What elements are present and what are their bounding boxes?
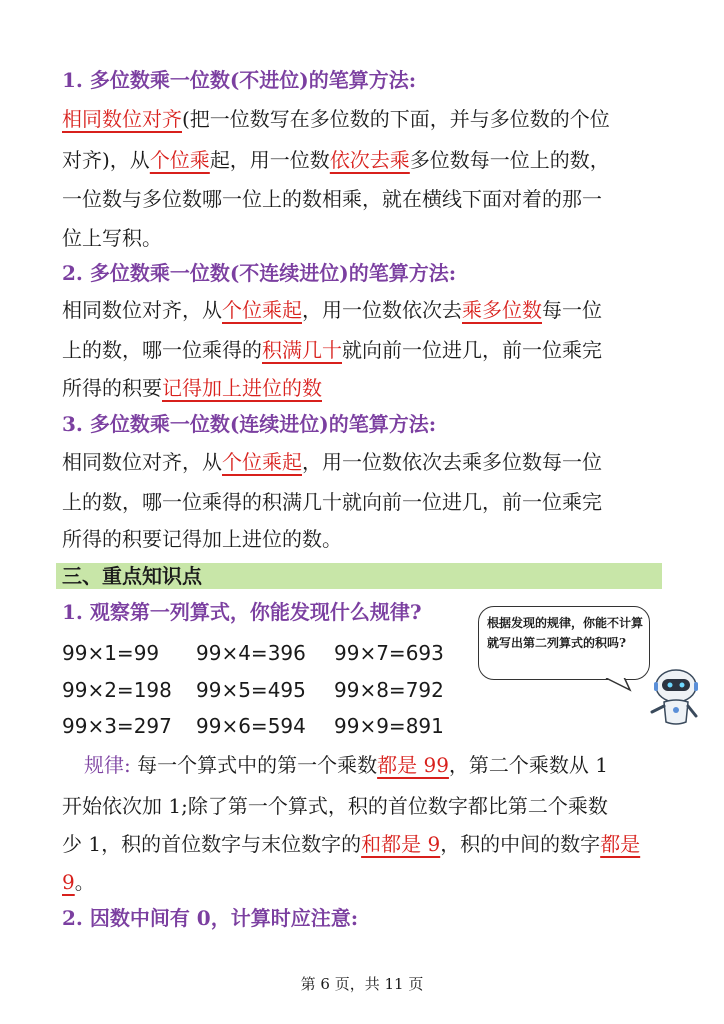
emphasis: 都是 — [600, 832, 641, 856]
text: 起，用一位数 — [209, 148, 330, 172]
section-header: 三、重点知识点 — [62, 564, 202, 588]
equation: 99×3=297 — [62, 714, 172, 738]
emphasis: 乘多位数 — [462, 298, 542, 322]
emphasis: 相同数位对齐 — [62, 107, 182, 131]
text: ，用一位数依次去乘多位数每一位 — [302, 450, 602, 474]
bubble-tail — [600, 670, 640, 694]
rule-line3 — [62, 830, 640, 858]
text: 就向前一位进几，前一位乘完 — [342, 338, 602, 362]
emphasis: 个位乘起 — [222, 298, 302, 322]
text: 对齐)，从 — [62, 148, 150, 172]
equation: 99×1=99 — [62, 641, 160, 665]
text: ，第二个乘数从 1 — [448, 753, 609, 777]
rule-line4 — [62, 868, 95, 896]
text: 多位数每一位上的数， — [409, 148, 610, 172]
section2-line3 — [62, 374, 322, 402]
section3-line1 — [62, 448, 602, 476]
equation: 99×4=396 — [196, 641, 306, 665]
rule-label: 规律: — [84, 753, 131, 777]
text: 少 1，积的首位数字与末位数字的 — [62, 832, 362, 856]
text: 所得的积要 — [62, 376, 162, 400]
text: 相同数位对齐，从 — [62, 450, 222, 474]
text: 。 — [74, 870, 95, 894]
text: 上的数，哪一位乘得的 — [62, 338, 262, 362]
emphasis: 个位乘起 — [222, 450, 302, 474]
section2-title: 2. 多位数乘一位数(不连续进位)的笔算方法: — [62, 261, 457, 285]
text: 每一个算式中的第一个乘数 — [137, 753, 378, 777]
emphasis: 9 — [62, 870, 75, 894]
equation: 99×5=495 — [196, 678, 306, 702]
text: 相同数位对齐，从 — [62, 298, 222, 322]
emphasis: 个位乘 — [149, 148, 210, 172]
emphasis: 积满几十 — [262, 338, 342, 362]
section3-line3: 所得的积要记得加上进位的数。 — [62, 527, 342, 551]
equation: 99×6=594 — [196, 714, 306, 738]
section2-line1 — [62, 296, 602, 324]
emphasis: 记得加上进位的数 — [162, 376, 322, 400]
page-footer: 第 6 页，共 11 页 — [300, 975, 424, 993]
section1-line1 — [62, 105, 610, 133]
section1-title: 1. 多位数乘一位数(不进位)的笔算方法: — [62, 68, 417, 92]
emphasis: 依次去乘 — [329, 148, 410, 172]
rule-line1 — [84, 751, 608, 779]
section1-line3: 一位数与多位数哪一位上的数相乘，就在横线下面对着的那一 — [62, 187, 602, 211]
emphasis: 都是 99 — [377, 753, 449, 777]
question1-title: 1. 观察第一列算式，你能发现什么规律? — [62, 600, 422, 624]
question2-title: 2. 因数中间有 0，计算时应注意: — [62, 906, 359, 930]
section2-line2 — [62, 336, 602, 364]
section1-line2 — [62, 146, 610, 174]
equation: 99×2=198 — [62, 678, 172, 702]
equation: 99×7=693 — [334, 641, 444, 665]
text: ，用一位数依次去 — [302, 298, 462, 322]
equation: 99×8=792 — [334, 678, 444, 702]
emphasis: 和都是 9 — [361, 832, 441, 856]
text: 每一位 — [542, 298, 602, 322]
text: ，积的中间的数字 — [440, 832, 601, 856]
section1-line4: 位上写积。 — [62, 226, 162, 250]
speech-bubble — [478, 606, 650, 680]
section3-title: 3. 多位数乘一位数(连续进位)的笔算方法: — [62, 412, 437, 436]
rule-line2: 开始依次加 1;除了第一个算式，积的首位数字都比第二个乘数 — [62, 794, 608, 818]
section-header-bar — [56, 563, 662, 589]
bubble-text: 根据发现的规律，你能不计算就写出第二列算式的积吗? — [487, 616, 644, 650]
section3-line2: 上的数，哪一位乘得的积满几十就向前一位进几，前一位乘完 — [62, 490, 602, 514]
text: (把一位数写在多位数的下面，并与多位数的个位 — [182, 107, 610, 131]
robot-mascot-icon — [646, 666, 706, 728]
equation: 99×9=891 — [334, 714, 444, 738]
